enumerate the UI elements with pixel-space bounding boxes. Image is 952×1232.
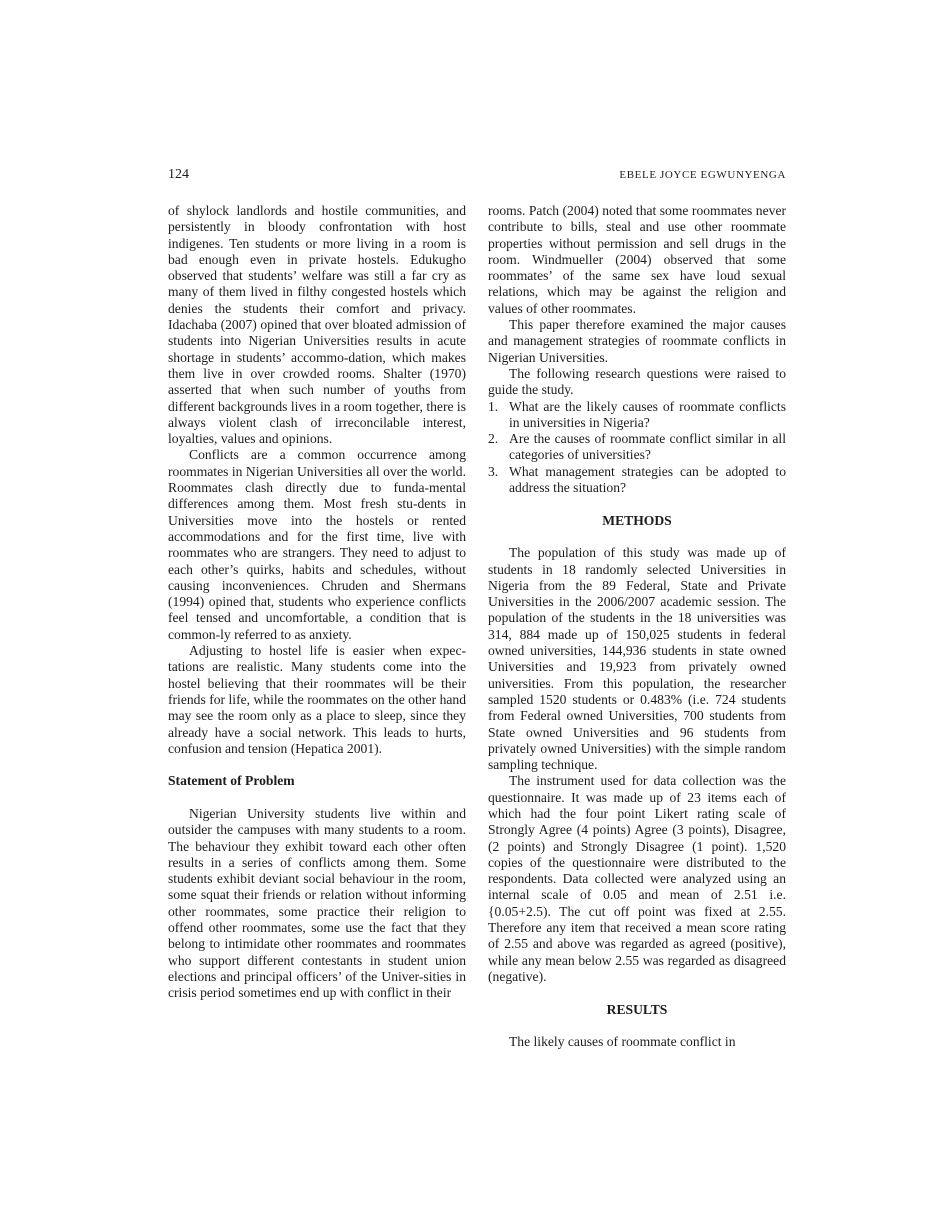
- spacer: [488, 985, 786, 1001]
- list-item-text: Are the causes of roommate conflict similar in all categories of universities?: [509, 431, 786, 463]
- paragraph: The instrument used for data collection was the questionnaire. It was made up of 23 items each of which had the four point Likert rating scale of Strongly Agree (4 points) Agree (3 points), Disagree, (2 points) and Strongly Disagree (1 point). 1,520 copies of the questionnaire were distributed to the respondents. Data collected were analyzed using an internal scale of 0.05 and mean of 2.51 i.e. {0.05+2.5). The cut off point was fixed at 2.55. Therefore any item that received a mean score rating of 2.55 and above was regarded as agreed (positive), while any mean below 2.55 was regarded as disagreed (negative).: [488, 773, 786, 984]
- list-item-number: 3.: [488, 463, 499, 479]
- list-item-text: What management strategies can be adopted to address the situation?: [509, 463, 786, 496]
- paragraph: Adjusting to hostel life is easier when expec-tations are realistic. Many students come into the hostel believing that their roommates will be their friends for life, while the roommates on the other hand may see the room only as a place to sleep, since they already have a social network. This leads to hurts, confusion and tension (Hepatica 2001).: [168, 643, 466, 756]
- paragraph: rooms. Patch (2004) noted that some roommates never contribute to bills, steal and use other roommate properties without permission and sell drugs in the room. Windmueller (2004) observed that some roommates’ of the same sex have loud sexual relations, which may be against the religion and values of other roommates.: [488, 203, 786, 316]
- spacer: [168, 790, 466, 806]
- list-item-number: 1.: [488, 398, 499, 414]
- paragraph: The population of this study was made up of students in 18 randomly selected Universities in Nigeria from the 89 Federal, State and Private Universities in the 2006/2007 academic session. The population of the students in the 18 universities was 314, 884 made up of 150,025 students in federal owned universities, 144,936 students in state owned Universities and 19,923 from privately owned universities. From this population, the researcher sampled 1520 students or 0.483% (i.e. 724 students from Federal owned Universities, 700 students from State owned Universities and 96 students from privately owned Universities) with the simple random sampling technique.: [488, 545, 786, 773]
- page-header: [168, 167, 786, 187]
- spacer: [488, 496, 786, 512]
- list-item: [488, 399, 786, 432]
- spacer: [488, 1018, 786, 1034]
- spacer: [488, 529, 786, 545]
- list-item-text: What are the likely causes of roommate conflicts in universities in Nigeria?: [509, 398, 786, 430]
- paragraph: Nigerian University students live within and outsider the campuses with many students to a room. The behaviour they exhibit toward each other often results in a series of conflicts among them. Some students exhibit deviant social behaviour in the room, some squat their friends or relation without informing other roommates, some practice their religion to offend other roommates, some use the fact that they belong to intimidate other roommates and roommates who support different contestants in student union elections and principal officers’ of the Univer-sities in crisis period sometimes end up with conflict in their: [168, 805, 466, 1001]
- paragraph: The following research questions were raised to guide the study.: [488, 365, 786, 398]
- list-item-number: 2.: [488, 431, 499, 447]
- right-column: [488, 203, 786, 1050]
- research-questions-list: [488, 399, 786, 497]
- section-heading-methods: METHODS: [602, 512, 672, 528]
- paragraph: of shylock landlords and hostile communities, and persistently in bloody confrontation with host indigenes. Ten students or more living in a room is bad enough even in private hostels. Edukugho observed that students’ welfare was still a far cry as many of them lived in filthy congested hostels which denies the students their comfort and privacy. Idachaba (2007) opined that over bloated admission of students into Nigerian Universities results in acute shortage in students’ accommo-dation, which makes them live in over crowded rooms. Shalter (1970) asserted that when such number of youths from different backgrounds lives in a room together, there is always violent clash of irreconcilable interest, loyalties, values and opinions.: [168, 203, 466, 447]
- list-item: [488, 464, 786, 497]
- left-column: [168, 203, 466, 1002]
- section-heading-statement-of-problem: Statement of Problem: [168, 773, 295, 789]
- spacer: [168, 757, 466, 773]
- list-item: [488, 431, 786, 464]
- paragraph: The likely causes of roommate conflict in: [509, 1034, 736, 1050]
- running-head-author: EBELE JOYCE EGWUNYENGA: [619, 169, 786, 181]
- paragraph: Conflicts are a common occurrence among roommates in Nigerian Universities all over the world. Roommates clash directly due to funda-mental differences among them. Most fresh stu-dents in Universities move into the hostels or rented accommodations and for the first time, live with roommates who are strangers. They need to adjust to each other’s quirks, habits and schedules, without causing inconveniences. Chruden and Shermans (1994) opined that, students who experience conflicts feel tensed and uncomfortable, a condition that is common-ly referred to as anxiety.: [168, 447, 466, 642]
- paragraph: This paper therefore examined the major causes and management strategies of roommate conflicts in Nigerian Universities.: [488, 317, 786, 365]
- page-number: 124: [168, 167, 189, 182]
- section-heading-results: RESULTS: [606, 1001, 668, 1017]
